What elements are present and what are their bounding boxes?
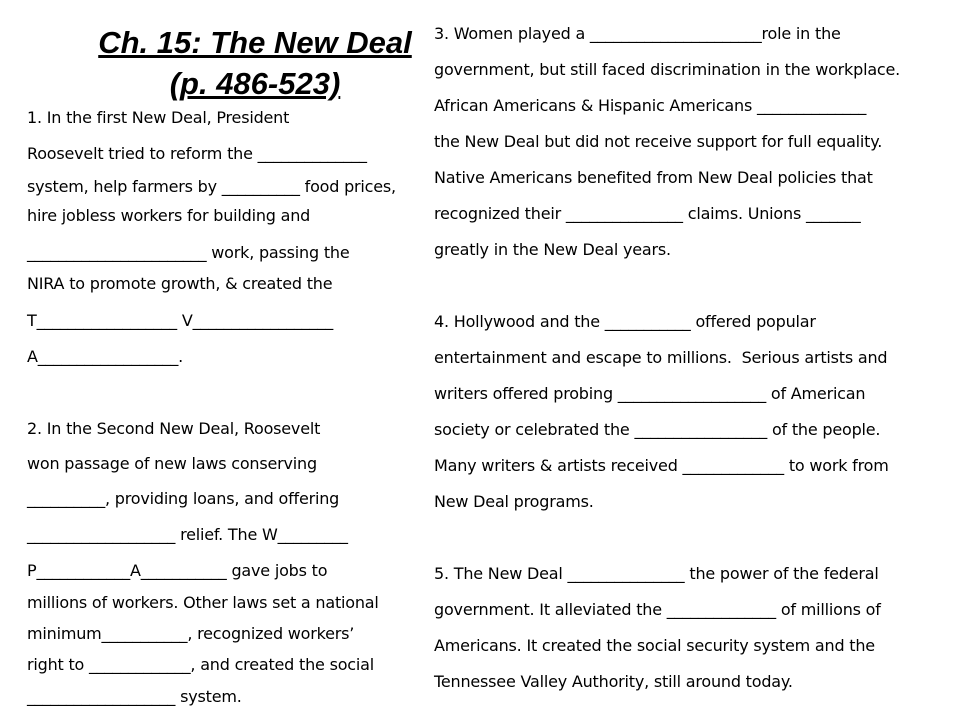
q3-line-5: Native Americans benefited from New Deal policies that <box>434 168 873 187</box>
q4-line-5: Many writers & artists received _____________ to work from <box>434 456 889 475</box>
q5-line-3: Americans. It created the social security system and the <box>434 636 875 655</box>
q2-line-2: won passage of new laws conserving <box>27 454 317 473</box>
q1-line-5: _______________________ work, passing the <box>27 243 350 262</box>
q5-line-2: government. It alleviated the ______________ of millions of <box>434 600 881 619</box>
q3-line-4: the New Deal but did not receive support for full equality. <box>434 132 883 151</box>
q3-line-2: government, but still faced discrimination in the workplace. <box>434 60 901 79</box>
q2-line-8: right to _____________, and created the social <box>27 655 374 674</box>
q1-line-2: Roosevelt tried to reform the ______________ <box>27 144 367 163</box>
q2-line-3: __________, providing loans, and offering <box>27 489 340 508</box>
page-title <box>60 22 450 104</box>
q1-line-6: NIRA to promote growth, & created the <box>27 274 333 293</box>
q5-line-4: Tennessee Valley Authority, still around today. <box>434 672 793 691</box>
q3-line-6: recognized their _______________ claims. Unions _______ <box>434 204 861 223</box>
q5-line-1: 5. The New Deal _______________ the power of the federal <box>434 564 879 583</box>
q4-line-4: society or celebrated the _________________ of the people. <box>434 420 881 439</box>
q2-line-1: 2. In the Second New Deal, Roosevelt <box>27 419 321 438</box>
q3-line-7: greatly in the New Deal years. <box>434 240 671 259</box>
q1-line-7: T__________________ V__________________ <box>27 311 334 330</box>
q3-line-1: 3. Women played a ______________________role in the <box>434 24 841 43</box>
q1-line-3: system, help farmers by __________ food prices, <box>27 177 396 196</box>
title-line-2: (p. 486-523) <box>169 66 341 101</box>
q4-line-1: 4. Hollywood and the ___________ offered popular <box>434 312 816 331</box>
q2-line-5: P____________A___________ gave jobs to <box>27 561 328 580</box>
q2-line-4: ___________________ relief. The W_________ <box>27 525 348 544</box>
q1-line-1: 1. In the first New Deal, President <box>27 108 290 127</box>
q2-line-9: ___________________ system. <box>27 687 242 706</box>
q4-line-2: entertainment and escape to millions. Serious artists and <box>434 348 888 367</box>
q1-line-4: hire jobless workers for building and <box>27 206 311 225</box>
q2-line-6: millions of workers. Other laws set a national <box>27 593 379 612</box>
q4-line-3: writers offered probing ___________________ of American <box>434 384 866 403</box>
q3-line-3: African Americans & Hispanic Americans ______________ <box>434 96 867 115</box>
q4-line-6: New Deal programs. <box>434 492 594 511</box>
title-line-1: Ch. 15: The New Deal <box>98 25 412 60</box>
q1-line-8: A__________________. <box>27 347 184 366</box>
q2-line-7: minimum___________, recognized workers’ <box>27 624 355 643</box>
